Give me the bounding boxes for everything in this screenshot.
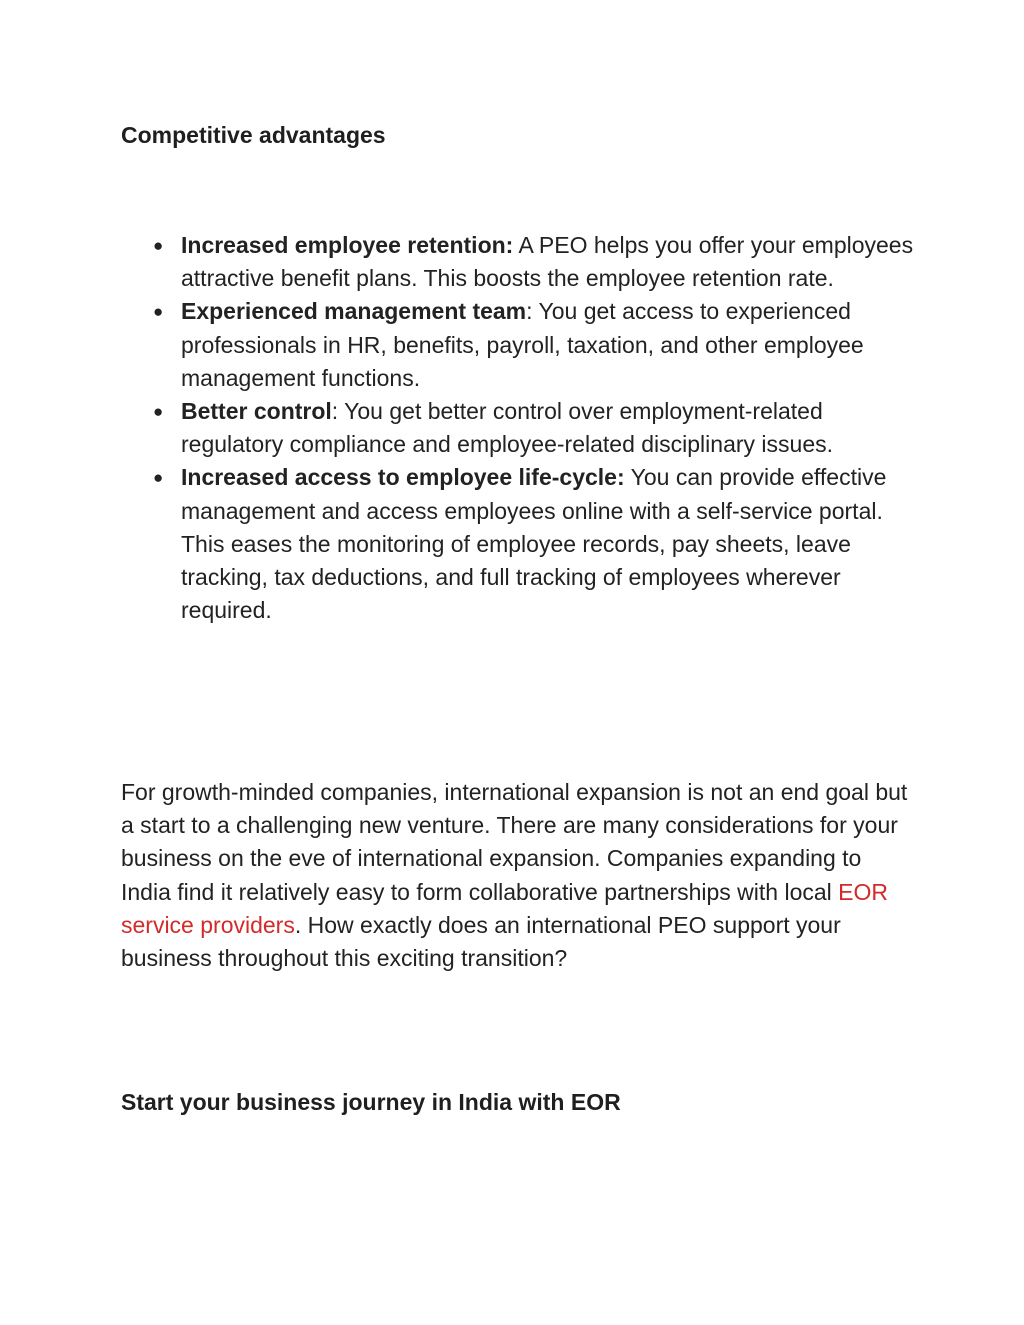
list-item	[121, 229, 921, 295]
bullet-text: : You get better control over employment-related regulatory compliance and employee-related disciplinary issues.	[181, 398, 833, 458]
advantages-list	[121, 229, 921, 627]
bullet-text: : You get access to experienced professionals in HR, benefits, payroll, taxation, and other employee management functions.	[181, 298, 864, 391]
list-item	[121, 461, 921, 627]
section-heading-competitive-advantages: Competitive advantages	[121, 122, 386, 148]
list-item	[121, 395, 921, 461]
eor-service-providers-link[interactable]: EOR service providers	[121, 878, 889, 938]
paragraph-text-before-link: For growth-minded companies, international expansion is not an end goal but a start to a challenging new venture. There are many considerations for your business on the eve of international expansion. Companies expanding to India find it relatively easy to form collaborative partnerships with local	[121, 779, 908, 905]
list-item	[121, 295, 921, 395]
bullet-icon: ●	[153, 236, 164, 255]
expansion-paragraph	[121, 776, 911, 975]
paragraph-text-after-link: . How exactly does an international PEO support your business throughout this exciting transition?	[121, 911, 841, 972]
section-heading-business-journey: Start your business journey in India with EOR	[121, 1089, 621, 1115]
bullet-title: Increased employee retention:	[181, 232, 514, 258]
bullet-title: Better control	[181, 398, 332, 425]
bullet-text: You can provide effective management and access employees online with a self-service portal. This eases the monitoring of employee records, pay sheets, leave tracking, tax deductions, and full tracking of employees wherever required.	[181, 464, 887, 624]
bullet-icon: ●	[153, 402, 164, 422]
bullet-title: Experienced management team	[181, 298, 527, 325]
bullet-text: A PEO helps you offer your employees attractive benefit plans. This boosts the employee retention rate.	[181, 232, 914, 292]
bullet-icon: ●	[153, 302, 164, 322]
bullet-title: Increased access to employee life-cycle:	[181, 464, 625, 491]
bullet-icon: ●	[153, 468, 164, 488]
